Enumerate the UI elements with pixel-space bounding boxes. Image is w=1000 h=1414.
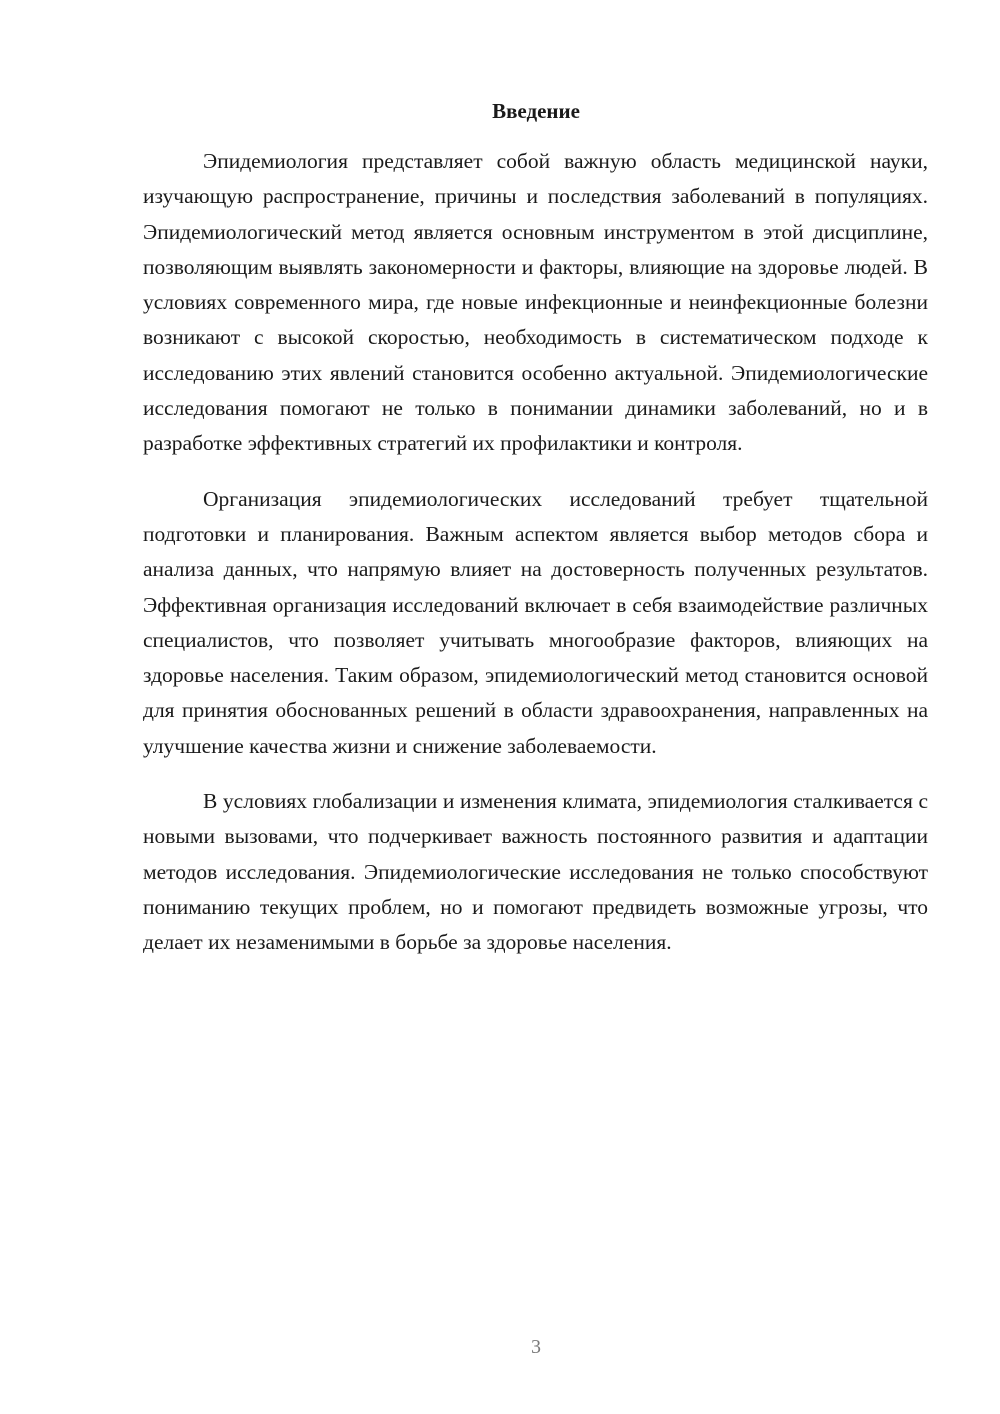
section-heading: Введение	[492, 99, 580, 123]
paragraph-2: Организация эпидемиологических исследований требует тщательной подготовки и планирования. Важным аспектом является выбор методов сбора и анализа данных, что напрямую влияет на достоверность полученных результатов. Эффективная организация исследований включает в себя взаимодействие различных специалистов, что позволяет учитывать многообразие факторов, влияющих на здоровье населения. Таким образом, эпидемиологический метод становится основой для принятия обоснованных решений в области здравоохранения, направленных на улучшение качества жизни и снижение заболеваемости.	[143, 486, 928, 758]
paragraph-3: В условиях глобализации и изменения климата, эпидемиология сталкивается с новыми вызовами, что подчеркивает важность постоянного развития и адаптации методов исследования. Эпидемиологические исследования не только способствуют пониманию текущих проблем, но и помогают предвидеть возможные угрозы, что делает их незаменимыми в борьбе за здоровье населения.	[143, 789, 928, 955]
body-text	[143, 144, 928, 961]
page-number: 3	[531, 1336, 541, 1358]
paragraph-1: Эпидемиология представляет собой важную область медицинской науки, изучающую распространение, причины и последствия заболеваний в популяциях. Эпидемиологический метод является основным инструментом в этой дисциплине, позволяющим выявлять закономерности и факторы, влияющие на здоровье людей. В условиях современного мира, где новые инфекционные и неинфекционные болезни возникают с высокой скоростью, необходимость в систематическом подходе к исследованию этих явлений становится особенно актуальной. Эпидемиологические исследования помогают не только в понимании динамики заболеваний, но и в разработке эффективных стратегий их профилактики и контроля.	[143, 149, 928, 456]
